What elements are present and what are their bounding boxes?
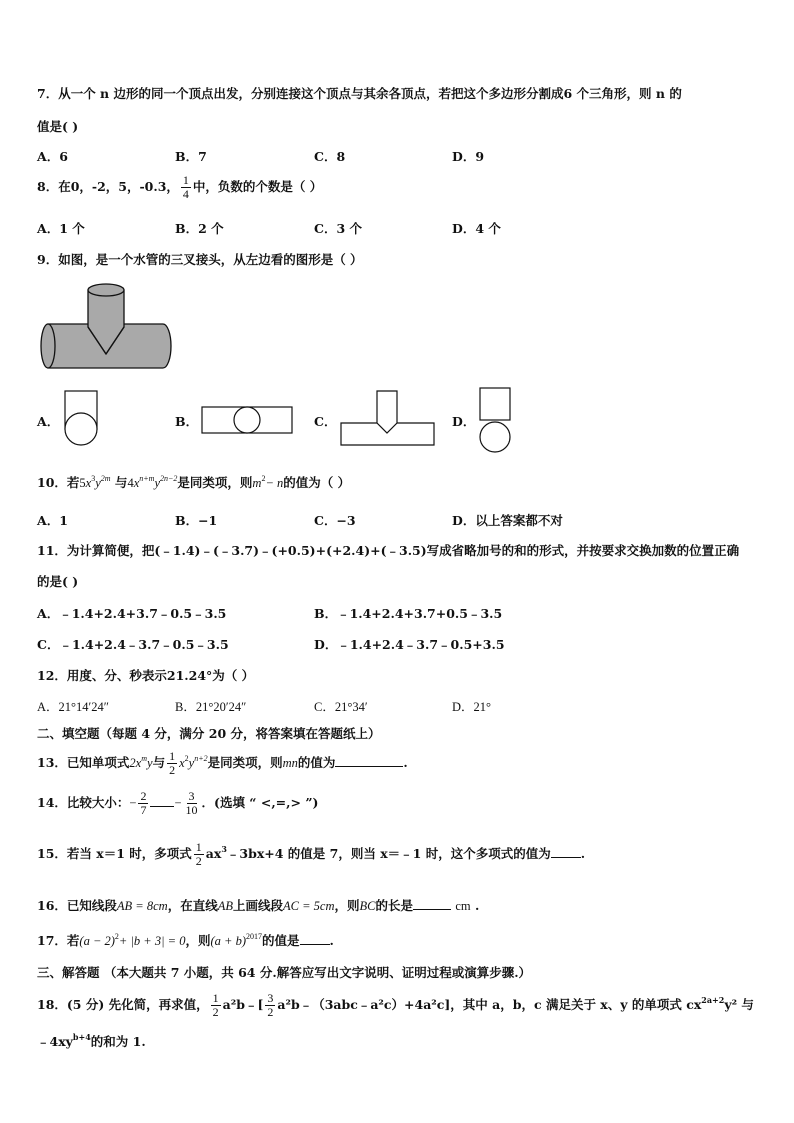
q13-mn: mn bbox=[282, 756, 298, 770]
q10-stem bbox=[37, 473, 350, 491]
q14-text-b: ．(选填 “ <,=,> ”) bbox=[201, 795, 319, 810]
q18-f2-den: 2 bbox=[267, 1005, 274, 1019]
q17-answer-blank[interactable] bbox=[300, 932, 330, 945]
q7-stem-line1: 7．从一个 n 边形的同一个顶点出发，分别连接这个顶点与其余各顶点，若把这个多边形分割成6 个三角形，则 n 的 bbox=[37, 86, 682, 101]
q17-stem bbox=[37, 931, 334, 949]
q15-text-b: ax bbox=[205, 846, 222, 861]
q10-option-a[interactable]: A．1 bbox=[37, 513, 68, 528]
q13-answer-blank[interactable] bbox=[335, 754, 403, 767]
q16-ac: AC = 5cm bbox=[283, 899, 335, 913]
q9-option-d-figure[interactable] bbox=[477, 386, 513, 454]
q13-text-and: 与 bbox=[152, 755, 166, 770]
q13-t1: 2x bbox=[129, 756, 142, 770]
q13-stem bbox=[37, 750, 408, 777]
q9-label-d[interactable]: D． bbox=[452, 414, 476, 429]
q10-t2-y: y bbox=[154, 476, 160, 490]
q18-text-d: y² 与 bbox=[724, 997, 754, 1012]
q7-option-a[interactable]: A．6 bbox=[37, 149, 68, 164]
q16-stem bbox=[37, 896, 479, 914]
q16-text-e: 的长是 bbox=[375, 898, 413, 913]
q11-option-c[interactable]: C．﹣1.4+2.4﹣3.7﹣0.5﹣3.5 bbox=[37, 637, 229, 652]
q16-unit: cm bbox=[455, 899, 471, 913]
q16-text-a: 16．已知线段 bbox=[37, 898, 117, 913]
q9-label-c[interactable]: C． bbox=[314, 414, 337, 429]
q18-text-a: 18．(5 分) 先化简，再求值， bbox=[37, 997, 209, 1012]
q16-text-d: ，则 bbox=[334, 898, 360, 913]
q14-answer-blank[interactable] bbox=[150, 794, 174, 807]
q13-frac-den: 2 bbox=[169, 763, 176, 777]
q8-stem-text-a: 8．在0，-2，5，-0.3， bbox=[37, 179, 179, 194]
q14-f1-num: 2 bbox=[140, 789, 147, 803]
q10-expr-rest: − n bbox=[265, 476, 284, 490]
q10-text-b: 是同类项，则 bbox=[177, 475, 253, 490]
q7-option-b[interactable]: B．7 bbox=[175, 149, 207, 164]
q18-f2-num: 3 bbox=[267, 991, 274, 1005]
q8-option-a[interactable]: A．1 个 bbox=[37, 221, 85, 236]
q13-text-b: 是同类项，则 bbox=[207, 755, 283, 770]
q14-f2-sign: − bbox=[174, 796, 182, 810]
q14-f2-num: 3 bbox=[188, 789, 195, 803]
q10-expr-m: m bbox=[252, 476, 262, 490]
q14-f1-den: 7 bbox=[140, 803, 147, 817]
q14-fraction-2 bbox=[184, 790, 200, 817]
q17-text-c: 的值是 bbox=[262, 933, 300, 948]
q13-t2-yexp: n+2 bbox=[194, 754, 208, 763]
q16-text-c: 上画线段 bbox=[232, 898, 283, 913]
q18-c-exp: 2a+2 bbox=[701, 995, 725, 1005]
q9-option-c-figure[interactable] bbox=[339, 389, 437, 447]
q16-bc: BC bbox=[359, 899, 376, 913]
q7-stem-line2: 值是( ) bbox=[37, 119, 79, 134]
q12-stem: 12．用度、分、秒表示21.24°为（ ） bbox=[37, 668, 255, 683]
q18-fraction-2 bbox=[265, 992, 275, 1019]
q15-fraction bbox=[194, 841, 204, 868]
q17-expr: (a − 2) bbox=[79, 934, 115, 948]
q7-option-d[interactable]: D．9 bbox=[452, 149, 485, 164]
q18-line2-b: 的和为 1. bbox=[90, 1034, 146, 1049]
q12-option-b[interactable]: B．21°20′24″ bbox=[175, 700, 247, 714]
q13-text-c: 的值为 bbox=[297, 755, 336, 770]
q18-line2-exp: b+4 bbox=[72, 1032, 91, 1042]
q17-text-b: ，则 bbox=[185, 933, 211, 948]
q10-t1-yexp: 2m bbox=[100, 474, 111, 483]
q18-stem-line2 bbox=[37, 1032, 146, 1050]
q8-option-d[interactable]: D．4 个 bbox=[452, 221, 501, 236]
q9-label-a[interactable]: A． bbox=[37, 414, 60, 429]
q10-t1-y: y bbox=[95, 476, 101, 490]
q15-text-c: ﹣3bx+4 的值是 7，则当 x＝﹣1 时，这个多项式的值为 bbox=[226, 846, 551, 861]
q16-text-b: ，在直线 bbox=[167, 898, 218, 913]
q15-end: . bbox=[580, 846, 586, 861]
q13-t2: x bbox=[179, 756, 185, 770]
q10-t2-yexp: 2n−2 bbox=[160, 474, 178, 483]
q11-option-b[interactable]: B．﹣1.4+2.4+3.7+0.5﹣3.5 bbox=[314, 606, 503, 621]
q12-option-c[interactable]: C．21°34′ bbox=[314, 700, 368, 714]
q10-text-and: 与 bbox=[114, 475, 128, 490]
q15-answer-blank[interactable] bbox=[551, 845, 581, 858]
q9-stem: 9．如图，是一个水管的三叉接头，从左边看的图形是（ ） bbox=[37, 252, 363, 267]
q15-frac-den: 2 bbox=[195, 854, 202, 868]
q15-frac-num: 1 bbox=[195, 840, 202, 854]
q16-end: . bbox=[475, 898, 480, 913]
section-2-heading: 二、填空题（每题 4 分，满分 20 分，将答案填在答题纸上） bbox=[37, 726, 381, 741]
q14-stem bbox=[37, 790, 318, 817]
q18-fraction-1 bbox=[211, 992, 221, 1019]
q13-frac-num: 1 bbox=[169, 749, 176, 763]
q13-text-a: 13．已知单项式 bbox=[37, 755, 130, 770]
q8-option-b[interactable]: B．2 个 bbox=[175, 221, 224, 236]
q9-label-b[interactable]: B． bbox=[175, 414, 199, 429]
q14-fraction-1 bbox=[138, 790, 148, 817]
q18-stem-line1 bbox=[37, 992, 754, 1019]
q10-t1-coef: 5 bbox=[79, 476, 86, 490]
q12-option-a[interactable]: A．21°14′24″ bbox=[37, 700, 109, 714]
q17-exp3: 2017 bbox=[246, 932, 263, 941]
q13-end: . bbox=[403, 755, 408, 770]
q15-text-a: 15．若当 x＝1 时，多项式 bbox=[37, 846, 192, 861]
q10-t1-x: x bbox=[85, 476, 92, 490]
q10-option-c[interactable]: C．−3 bbox=[314, 513, 356, 528]
q11-stem-line2: 的是( ) bbox=[37, 574, 79, 589]
q14-f1-sign: − bbox=[129, 796, 137, 810]
q16-ab2: AB bbox=[217, 899, 233, 913]
q13-t1-y: y bbox=[147, 756, 153, 770]
q11-option-d[interactable]: D．﹣1.4+2.4﹣3.7﹣0.5+3.5 bbox=[314, 637, 505, 652]
q11-option-a[interactable]: A．﹣1.4+2.4+3.7﹣0.5﹣3.5 bbox=[37, 606, 227, 621]
q8-fraction bbox=[181, 174, 191, 201]
q18-f1-den: 2 bbox=[212, 1005, 219, 1019]
q17-exp: 2 bbox=[114, 932, 119, 941]
q18-line2-a: ﹣4xy bbox=[37, 1034, 73, 1049]
q10-option-d[interactable]: D．以上答案都不对 bbox=[452, 513, 563, 528]
q8-stem bbox=[37, 174, 322, 201]
q13-fraction bbox=[167, 750, 177, 777]
q7-option-c[interactable]: C．8 bbox=[314, 149, 346, 164]
q13-t1-exp: m bbox=[141, 754, 147, 763]
q10-t1-xexp: 3 bbox=[91, 474, 96, 483]
q9-option-a-figure[interactable] bbox=[62, 389, 100, 447]
q18-text-b: a²b﹣[ bbox=[222, 997, 264, 1012]
q17-end: . bbox=[329, 933, 334, 948]
q17-expr2: + |b + 3| = 0 bbox=[118, 934, 186, 948]
q10-option-b[interactable]: B．−1 bbox=[175, 513, 218, 528]
q12-option-d[interactable]: D．21° bbox=[452, 700, 492, 714]
section-3-heading: 三、解答题 （本大题共 7 小题，共 64 分.解答应写出文字说明、证明过程或演算步骤.） bbox=[37, 965, 532, 980]
q17-expr3: (a + b) bbox=[210, 934, 247, 948]
q18-f1-num: 1 bbox=[212, 991, 219, 1005]
q11-stem-line1: 11．为计算简便，把(﹣1.4)﹣(﹣3.7)﹣(+0.5)+(+2.4)+(﹣3.5)写成省略加号的和的形式，并按要求交换加数的位置正确 bbox=[37, 543, 740, 558]
q8-frac-den: 4 bbox=[182, 187, 189, 201]
q9-option-b-figure[interactable] bbox=[200, 405, 294, 435]
q18-text-c: a²b﹣（3abc﹣a²c）+4a²c]，其中 a，b，c 满足关于 x、y 的单项式 cx bbox=[277, 997, 702, 1012]
q8-frac-num: 1 bbox=[182, 173, 189, 187]
q10-t2-xexp: n+m bbox=[139, 474, 155, 483]
q14-f2-den: 10 bbox=[185, 803, 198, 817]
q10-t2-x: x bbox=[133, 476, 140, 490]
q8-stem-text-b: 中，负数的个数是（ ） bbox=[192, 179, 323, 194]
q13-t2-exp: 2 bbox=[184, 754, 189, 763]
q10-expr-exp: 2 bbox=[261, 474, 266, 483]
tee-pipe-top-end bbox=[88, 284, 124, 296]
q15-stem bbox=[37, 841, 585, 868]
q10-t2-coef: 4 bbox=[127, 476, 134, 490]
q13-t2-y: y bbox=[188, 756, 195, 770]
q10-text-c: 的值为（ ） bbox=[283, 475, 351, 490]
q16-answer-blank[interactable] bbox=[413, 897, 451, 910]
q10-text-a: 10．若 bbox=[37, 475, 80, 490]
q14-text-a: 14．比较大小： bbox=[37, 795, 130, 810]
q17-text-a: 17．若 bbox=[37, 933, 80, 948]
tee-pipe-figure bbox=[38, 282, 180, 372]
q8-option-c[interactable]: C．3 个 bbox=[314, 221, 362, 236]
q16-ab: AB = 8cm bbox=[116, 899, 168, 913]
tee-pipe-left-end bbox=[41, 324, 55, 368]
q15-b-exp: 3 bbox=[221, 844, 227, 854]
